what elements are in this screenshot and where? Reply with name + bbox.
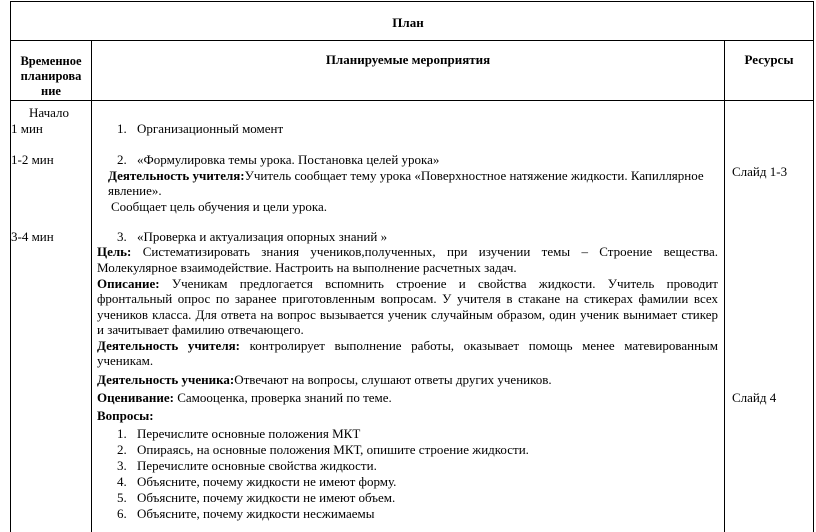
item2-text: «Формулировка темы урока. Постановка целей урока» <box>137 152 440 167</box>
item3-student-line <box>97 372 552 388</box>
time-start-label: Начало <box>29 105 70 120</box>
item3-goal-label: Цель: <box>97 244 132 259</box>
item3-teacher-line1 <box>97 338 718 354</box>
item3-goal-line1 <box>97 244 718 260</box>
question-2-text: Опираясь, на основные положения МКТ, опишите строение жидкости. <box>137 442 529 457</box>
item3-desc-line1 <box>97 276 718 292</box>
question-4-text: Объясните, почему жидкости не имеют форму. <box>137 474 397 489</box>
item3-teacher-label: Деятельность учителя: <box>97 338 240 353</box>
item2-teacher-label: Деятельность учителя: <box>108 168 245 183</box>
item3-eval-text: Самооценка, проверка знаний по теме. <box>177 390 392 405</box>
question-5-text: Объясните, почему жидкости не имеют объем. <box>137 490 396 505</box>
time-2: 1-2 мин <box>11 152 54 167</box>
item3-desc-label: Описание: <box>97 276 160 291</box>
question-5-number: 5. <box>117 490 127 505</box>
item3-student-label: Деятельность ученика: <box>97 372 235 387</box>
item3-desc-line2: фронтальный опрос по заранее приготовленным вопросам. У учителя в стакане на стикерах фамилии всех <box>97 291 718 306</box>
item1-number: 1. <box>117 121 127 136</box>
item3-number: 3. <box>117 229 127 244</box>
item2-teacher-text: Учитель сообщает тему урока «Поверхностное натяжение жидкости. Капиллярное <box>244 168 704 183</box>
resource-slide-4: Слайд 4 <box>732 390 777 405</box>
item3-teacher-text: контролирует выполнение работы, оказывает помощь менее матевированным <box>249 338 718 353</box>
question-6-text: Объясните, почему жидкости несжимаемы <box>137 506 375 521</box>
table-border-header-bottom <box>10 100 814 101</box>
resource-slide-1-3: Слайд 1-3 <box>732 164 788 179</box>
question-6-number: 6. <box>117 506 127 521</box>
item3-eval-label: Оценивание: <box>97 390 174 405</box>
header-activities: Планируемые мероприятия <box>325 52 491 67</box>
header-time-line3: ние <box>41 84 61 98</box>
column-divider-resources <box>724 40 725 532</box>
question-3-number: 3. <box>117 458 127 473</box>
item3-goal-text: Систематизировать знания учеников,полученных, при изучении темы – Строение вещества. <box>142 244 718 259</box>
question-4-number: 4. <box>117 474 127 489</box>
item2-teacher-line1 <box>108 168 704 184</box>
item3-desc-text: Ученикам предлогается вспомнить строение и свойства жидкости. Учитель проводит <box>171 276 718 291</box>
item3-goal-line2: Молекулярное взаимодействие. Настроить на выполнение расчетных задач. <box>97 260 517 275</box>
question-1-number: 1. <box>117 426 127 441</box>
item3-student-text: Отвечают на вопросы, слушают ответы других учеников. <box>234 372 552 387</box>
table-border-bottom-title <box>10 40 814 41</box>
question-2-number: 2. <box>117 442 127 457</box>
item3-teacher-line2: ученикам. <box>97 353 154 368</box>
item3-desc-line3: учеников класса. Для ответа на вопрос вызывается ученик случайным образом, один ученик вынимает стикер <box>97 307 718 322</box>
question-1-text: Перечислите основные положения МКТ <box>137 426 361 441</box>
item1-text: Организационный момент <box>137 121 284 136</box>
time-1: 1 мин <box>11 121 43 136</box>
item3-desc-line4: и зачитывает фамилию отвечающего. <box>97 322 304 337</box>
table-title: План <box>392 15 424 30</box>
table-border-top <box>10 1 814 2</box>
item2-teacher-line2: явление». <box>108 183 162 198</box>
item3-text: «Проверка и актуализация опорных знаний » <box>137 229 388 244</box>
item2-goal-line: Сообщает цель обучения и цели урока. <box>111 199 327 214</box>
item3-questions-label: Вопросы: <box>97 408 154 423</box>
column-divider-time <box>91 40 92 532</box>
table-border-right <box>813 1 814 532</box>
header-time-line2: планирова <box>20 69 82 83</box>
header-resources: Ресурсы <box>744 52 794 67</box>
header-time-line1: Временное <box>20 54 82 68</box>
item2-number: 2. <box>117 152 127 167</box>
item3-eval-line <box>97 390 392 406</box>
time-3: 3-4 мин <box>11 229 54 244</box>
question-3-text: Перечислите основные свойства жидкости. <box>137 458 377 473</box>
